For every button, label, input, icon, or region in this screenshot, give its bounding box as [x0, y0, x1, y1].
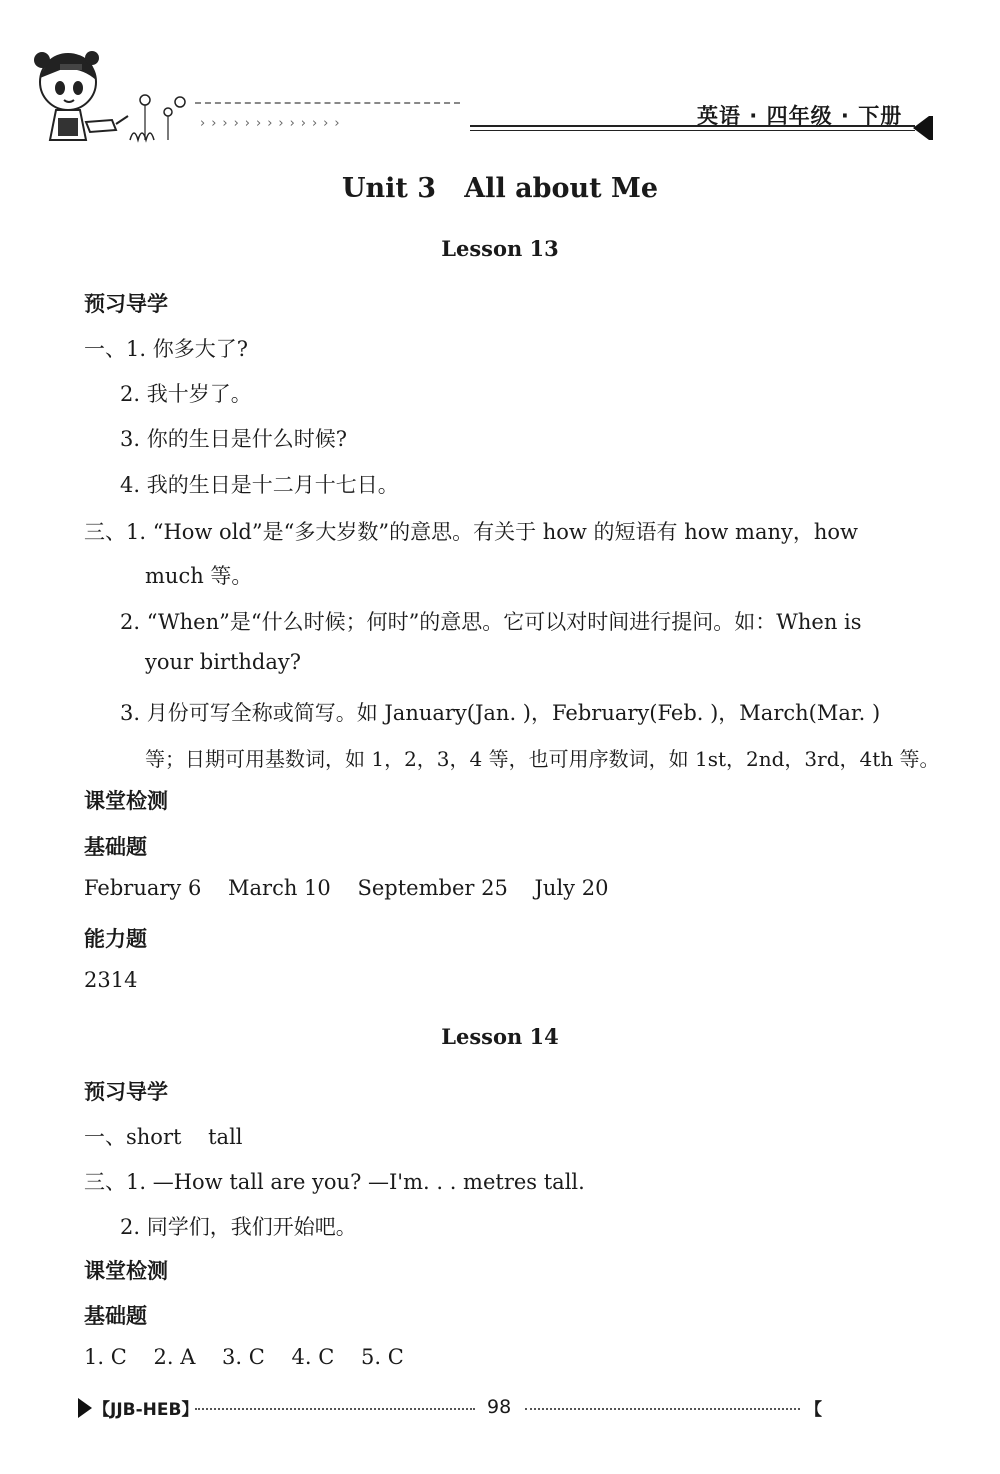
- l14-part3-line2: 2. 同学们，我们开始吧。: [120, 1215, 357, 1239]
- footer-code: 【JJB-HEB】: [93, 1400, 199, 1420]
- lesson-14-basic-heading: 基础题: [84, 1304, 147, 1328]
- lesson-13-ability-answer: 2314: [84, 968, 138, 992]
- header-decoration-arrows: ›››››››››››››: [200, 116, 346, 131]
- unit-name: All about Me: [464, 173, 659, 204]
- lesson-14-title: Lesson 14: [441, 1024, 559, 1049]
- lesson-13-basic-answer: February 6 March 10 September 25 July 20: [84, 876, 609, 900]
- header-arrow-bar: [929, 116, 933, 140]
- l14-part1: 一、short tall: [84, 1125, 243, 1149]
- l13-part1-line4: 4. 我的生日是十二月十七日。: [120, 473, 399, 497]
- header-decoration-line: [195, 102, 460, 104]
- lesson-14-basic-answer: 1. C 2. A 3. C 4. C 5. C: [84, 1345, 404, 1369]
- l13-part3-line2b: your birthday?: [145, 650, 301, 674]
- lesson-13-title: Lesson 13: [441, 236, 559, 261]
- l13-part1-line2: 2. 我十岁了。: [120, 382, 252, 406]
- l13-part3-line3b: 等；日期可用基数词，如 1，2，3，4 等，也可用序数词，如 1st，2nd，3rd，4th 等。: [145, 747, 940, 771]
- book-title: 英语 · 四年级 · 下册: [697, 104, 903, 128]
- footer-dotted-rule-left: [195, 1408, 475, 1410]
- page-number: 98: [487, 1396, 512, 1418]
- l13-part1-line1: 一、1. 你多大了?: [84, 337, 248, 361]
- girl-mascot-icon: [20, 40, 195, 155]
- lesson-14-class-check-heading: 课堂检测: [84, 1259, 168, 1283]
- unit-title: [0, 173, 1000, 204]
- lesson-13-basic-heading: 基础题: [84, 835, 147, 859]
- l13-part3-line1b: much 等。: [145, 564, 253, 588]
- footer-arrow-icon: [78, 1398, 92, 1418]
- footer-right-bracket: 【: [805, 1400, 822, 1420]
- lesson-13-ability-heading: 能力题: [84, 927, 147, 951]
- footer-dotted-rule-right: [525, 1408, 800, 1410]
- lesson-14-preview-heading: 预习导学: [84, 1080, 168, 1104]
- header-arrow-icon: [913, 116, 929, 140]
- l13-part3-line3a: 3. 月份可写全称或简写。如 January(Jan. )，February(Feb. )，March(Mar. ): [120, 701, 881, 725]
- unit-number: Unit 3: [341, 173, 437, 204]
- l13-part3-line2a: 2. “When”是“什么时候；何时”的意思。它可以对时间进行提问。如：When is: [120, 610, 862, 634]
- l14-part3-line1: 三、1. —How tall are you? —I'm. . . metres tall.: [84, 1170, 585, 1194]
- lesson-13-class-check-heading: 课堂检测: [84, 789, 168, 813]
- l13-part3-line1a: 三、1. “How old”是“多大岁数”的意思。有关于 how 的短语有 how many，how: [84, 520, 859, 544]
- l13-part1-line3: 3. 你的生日是什么时候?: [120, 427, 347, 451]
- header-rule-thin: [470, 130, 915, 131]
- lesson-13-preview-heading: 预习导学: [84, 292, 168, 316]
